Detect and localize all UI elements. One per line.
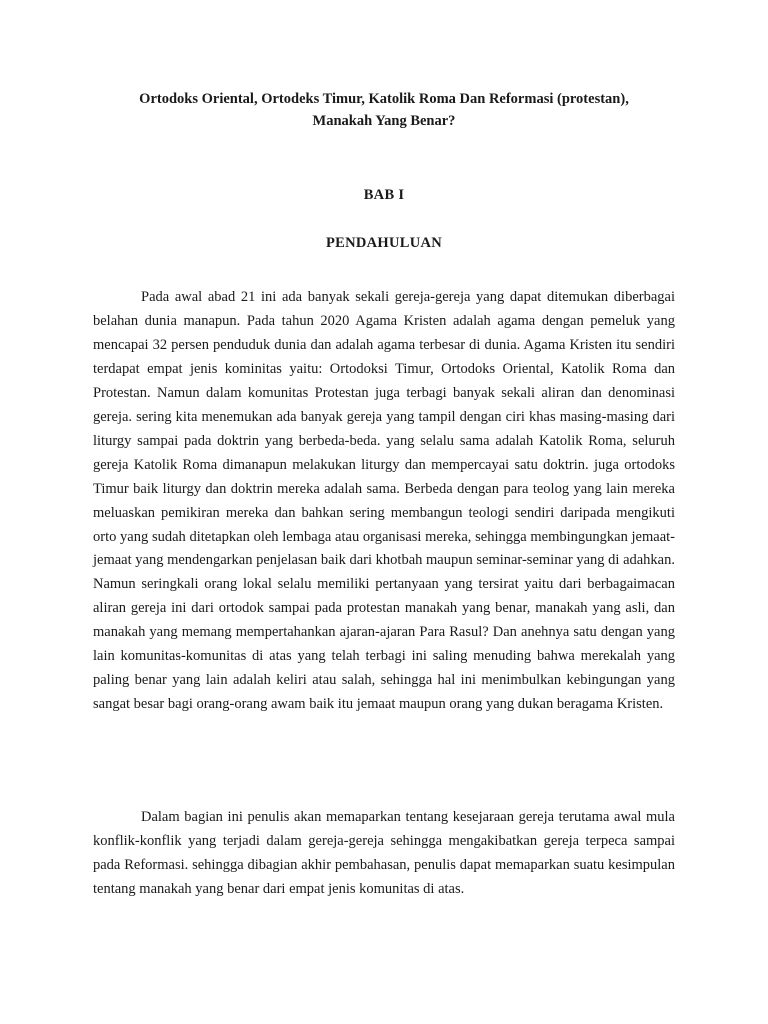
document-title-line-1: Ortodoks Oriental, Ortodeks Timur, Katolik Roma Dan Reformasi (protestan), — [139, 91, 629, 107]
document-title-line-2: Manakah Yang Benar? — [312, 113, 456, 129]
body-paragraph-2: Dalam bagian ini penulis akan memaparkan tentang kesejaraan gereja terutama awal mula konflik-konflik yang terjadi dalam gereja-gereja sehingga mengakibatkan gereja terpeca sampai pada Reformasi. sehingga dibagian akhir pembahasan, penulis dapat memaparkan suatu kesimpulan tentang manakah yang benar dari empat jenis komunitas di atas. — [93, 809, 675, 897]
body-paragraph-1: Pada awal abad 21 ini ada banyak sekali gereja-gereja yang dapat ditemukan diberbagai belahan dunia manapun. Pada tahun 2020 Agama Kristen adalah agama dengan pemeluk yang mencapai 32 persen penduduk dunia dan adalah agama terbesar di dunia. Agama Kristen itu sendiri terdapat empat jenis kominitas yaitu: Ortodoksi Timur, Ortodoks Oriental, Katolik Roma dan Protestan. Namun dalam komunitas Protestan juga terbagi banyak sekali aliran dan denominasi gereja. sering kita menemukan ada banyak gereja yang tampil dengan ciri khas masing-masing dari liturgy sampai pada doktrin yang berbeda-beda. yang selalu sama adalah Katolik Roma, seluruh gereja Katolik Roma dimanapun melakukan liturgy dan mempercayai satu doktrin. juga ortodoks Timur baik liturgy dan doktrin mereka adalah sama. Berbeda dengan para teolog yang lain mereka meluaskan pemikiran mereka dan bahkan sering membangun teologi sendiri daripada mengikuti orto yang sudah ditetapkan oleh lembaga atau organisasi mereka, sehingga membingungkan jemaat-jemaat yang mendengarkan penjelasan baik dari khotbah maupun seminar-seminar yang di adahkan. Namun seringkali orang lokal selalu memiliki pertanyaan yang tersirat yaitu dari berbagaimacan aliran gereja ini dari ortodok sampai pada protestan manakah yang benar, manakah yang asli, dan manakah yang memang mempertahankan ajaran-ajaran Para Rasul? Dan anehnya satu dengan yang lain komunitas-komunitas di atas yang telah terbagi ini saling menuding bahwa merekalah yang paling benar yang lain adalah keliri atau salah, sehingga hal ini menimbulkan kebingungan yang sangat besar bagi orang-orang awam baik itu jemaat maupun orang yang dukan beragama Kristen. — [93, 289, 675, 713]
section-heading: PENDAHULUAN — [325, 235, 443, 251]
chapter-heading: BAB I — [363, 187, 405, 203]
